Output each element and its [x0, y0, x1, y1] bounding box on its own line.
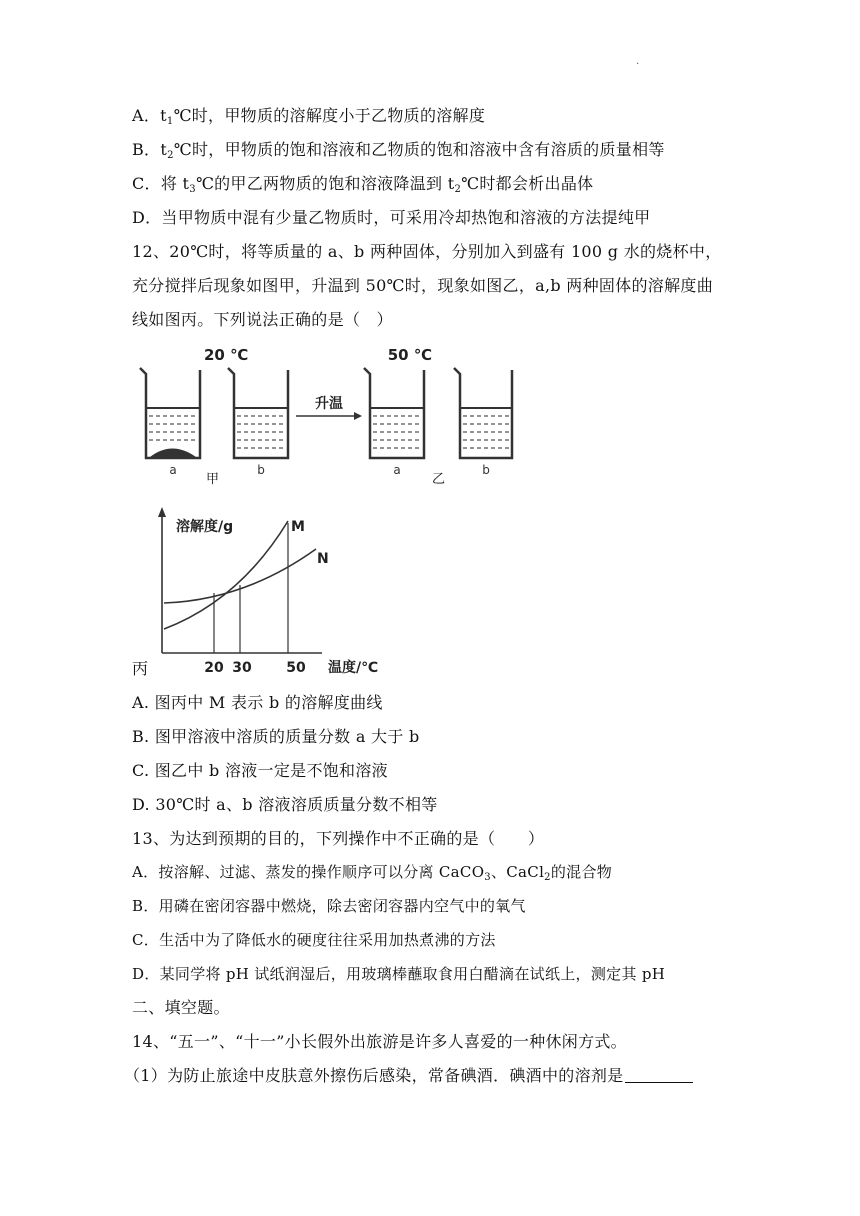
q12-option-c: C. 图乙中 b 溶液一定是不饱和溶液	[132, 761, 388, 780]
beaker-label-a1: a	[169, 463, 177, 477]
corner-mark: .	[636, 56, 640, 67]
q13-option-d: D．某同学将 pH 试纸润湿后，用玻璃棒蘸取食用白醋滴在试纸上，测定其 pH	[132, 965, 666, 983]
y-axis-label: 溶解度/g	[176, 519, 234, 535]
q14-stem: 14、“五一”、“十一”小长假外出旅游是许多人喜爱的一种休闲方式。	[132, 1032, 627, 1051]
panel-label-jia: 甲	[206, 472, 220, 487]
beaker-figure	[132, 340, 442, 490]
q12-option-d: D. 30℃时 a、b 溶液溶质质量分数不相等	[132, 795, 438, 814]
beaker-b-50c	[448, 340, 518, 490]
arrow-label: 升温	[315, 396, 343, 412]
q12-stem-line2: 充分搅拌后现象如图甲，升温到 50℃时，现象如图乙，a,b 两种固体的溶解度曲	[132, 276, 713, 295]
panel-label-yi: 乙	[432, 472, 446, 487]
panel-label-bing: 丙	[132, 659, 149, 678]
curve-label-m: M	[291, 519, 305, 535]
temp-50-label: 50 ℃	[387, 346, 432, 364]
beaker-a-50c	[364, 368, 424, 458]
q11-option-d: D．当甲物质中混有少量乙物质时，可采用冷却热饱和溶液的方法提纯甲	[132, 208, 651, 227]
answer-blank[interactable]	[625, 1066, 693, 1083]
q11-option-a: A．$t_1℃$时，甲物质的溶解度小于乙物质的溶解度	[132, 106, 486, 127]
beaker-label-b1: b	[257, 463, 265, 477]
q13-option-c: C．生活中为了降低水的硬度往往采用加热煮沸的方法	[132, 931, 496, 949]
x-tick-30: 30	[232, 660, 252, 676]
beaker-label-a2: a	[393, 463, 401, 477]
curve-label-n: N	[317, 551, 329, 567]
q12-stem-line3: 线如图丙。下列说法正确的是（ ）	[132, 310, 393, 329]
arrow-head	[354, 412, 362, 420]
temp-20-label: 20 ℃	[204, 346, 249, 364]
x-tick-50: 50	[286, 660, 306, 676]
q12-stem-line1: 12、20℃时，将等质量的 a、b 两种固体，分别加入到盛有 100 g 水的烧杯中，	[132, 242, 722, 261]
beaker-b-20c	[228, 368, 288, 458]
solubility-chart	[150, 505, 400, 680]
q12-option-a: A. 图丙中 M 表示 b 的溶解度曲线	[132, 693, 383, 712]
section-heading: 二、填空题。	[132, 998, 230, 1017]
curve-m	[164, 521, 288, 629]
beaker-a-20c	[140, 368, 200, 458]
x-axis-label: 温度/℃	[328, 660, 379, 676]
undissolved-solid	[150, 449, 196, 458]
q13-option-a: A．按溶解、过滤、蒸发的操作顺序可以分离 CaCO$_3$、CaCl$_2$的混合物	[132, 863, 613, 883]
q13-option-b: B．用磷在密闭容器中燃烧，除去密闭容器内空气中的氧气	[132, 897, 526, 915]
q14-subquestion-1: （1）为防止旅途中皮肤意外擦伤后感染，常备碘酒．碘酒中的溶剂是	[124, 1065, 693, 1087]
q11-option-b: B．$t_2℃$时，甲物质的饱和溶液和乙物质的饱和溶液中含有溶质的质量相等	[132, 140, 665, 161]
x-tick-20: 20	[204, 660, 224, 676]
beaker-label-b2: b	[482, 463, 490, 477]
q13-stem: 13、为达到预期的目的，下列操作中不正确的是（ ）	[132, 829, 545, 848]
q11-option-c: C．将 $t_3℃$的甲乙两物质的饱和溶液降温到 $t_2℃$时都会析出晶体	[132, 174, 594, 195]
q12-option-b: B. 图甲溶液中溶质的质量分数 a 大于 b	[132, 727, 420, 746]
